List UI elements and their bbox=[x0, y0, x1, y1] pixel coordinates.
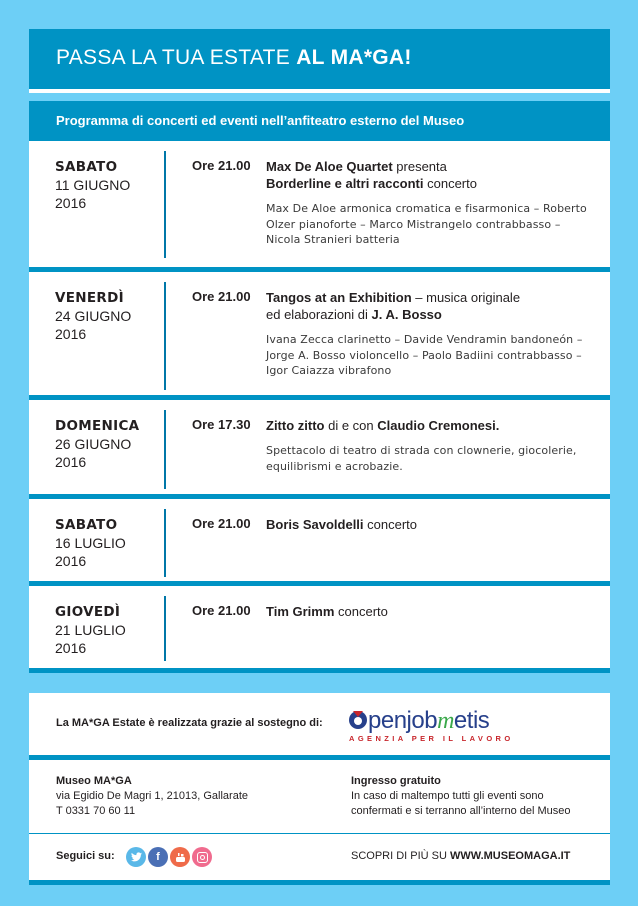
entry-line: confermati e si terranno all’interno del Museo bbox=[351, 805, 571, 817]
event-title-suffix: concerto bbox=[334, 604, 388, 619]
event-time: Ore 21.00 bbox=[192, 158, 251, 173]
event-day: SABATO bbox=[55, 517, 118, 533]
event-date bbox=[55, 603, 126, 657]
logo-tagline: AGENZIA PER IL LAVORO bbox=[349, 734, 514, 743]
event-title: Tim Grimm bbox=[266, 604, 335, 619]
event-day-month: 26 GIUGNO bbox=[55, 436, 132, 452]
event-row bbox=[29, 499, 610, 586]
vertical-divider bbox=[164, 509, 166, 577]
event-row bbox=[29, 272, 610, 400]
event-day-month: 24 GIUGNO bbox=[55, 308, 132, 324]
event-time: Ore 21.00 bbox=[192, 603, 251, 618]
website-url[interactable]: WWW.MUSEOMAGA.IT bbox=[450, 850, 571, 862]
event-row bbox=[29, 586, 610, 673]
vertical-divider bbox=[164, 151, 166, 258]
event-date bbox=[55, 516, 126, 570]
logo-text-pre: penjob bbox=[368, 707, 438, 734]
social-icons bbox=[126, 847, 212, 867]
title-regular: PASSA LA TUA ESTATE bbox=[56, 46, 297, 69]
event-info bbox=[266, 603, 596, 620]
event-day: DOMENICA bbox=[55, 418, 140, 434]
event-date bbox=[55, 417, 139, 471]
event-title-middle: di e con bbox=[324, 418, 378, 433]
event-info bbox=[266, 516, 596, 533]
event-day-month: 11 GIUGNO bbox=[55, 177, 131, 193]
contact-row bbox=[29, 760, 610, 834]
event-time: Ore 21.00 bbox=[192, 516, 251, 531]
event-date bbox=[55, 158, 130, 212]
event-subtitle-suffix: concerto bbox=[423, 176, 477, 191]
event-subtitle: Borderline e altri racconti bbox=[266, 176, 424, 191]
event-row bbox=[29, 141, 610, 272]
museum-phone: T 0331 70 60 11 bbox=[56, 805, 136, 817]
event-description: Ivana Zecca clarinetto – Davide Vendramin bandoneón – Jorge A. Bosso violoncello – Paolo Badiini contrabbasso – Igor Caiazza vibrafono bbox=[266, 333, 583, 377]
vertical-divider bbox=[164, 282, 166, 390]
sponsor-row bbox=[29, 693, 610, 760]
event-title: Boris Savoldelli bbox=[266, 517, 364, 532]
event-year: 2016 bbox=[55, 454, 87, 470]
event-row bbox=[29, 400, 610, 499]
title-bold: AL MA*GA! bbox=[296, 46, 412, 69]
sponsor-text: La MA*GA Estate è realizzata grazie al sostegno di: bbox=[56, 717, 323, 729]
entry-title: Ingresso gratuito bbox=[351, 775, 441, 787]
facebook-glyph: f bbox=[156, 851, 160, 863]
page-title bbox=[56, 46, 412, 70]
event-description: Max De Aloe armonica cromatica e fisarmonica – Roberto Olzer pianoforte – Marco Mistrangelo contrabbasso – Nicola Stranieri batteria bbox=[266, 202, 587, 246]
event-title-suffix: – musica originale bbox=[411, 290, 521, 305]
event-time: Ore 21.00 bbox=[192, 289, 251, 304]
hero-banner bbox=[29, 29, 610, 93]
logo-wordmark bbox=[349, 709, 529, 733]
event-year: 2016 bbox=[55, 195, 87, 211]
program-subtitle: Programma di concerti ed eventi nell’anfiteatro esterno del Museo bbox=[56, 113, 465, 128]
museum-address: via Egidio De Magri 1, 21013, Gallarate bbox=[56, 790, 248, 802]
event-day-month: 16 LUGLIO bbox=[55, 535, 126, 551]
events-list bbox=[29, 141, 610, 673]
event-time: Ore 17.30 bbox=[192, 417, 251, 432]
event-performer: Claudio Cremonesi. bbox=[377, 418, 500, 433]
event-day: GIOVEDÌ bbox=[55, 604, 121, 620]
footer bbox=[29, 693, 610, 885]
instagram-glyph bbox=[197, 852, 208, 863]
youtube-icon[interactable] bbox=[170, 847, 190, 867]
program-subtitle-bar bbox=[29, 101, 610, 141]
event-title: Tangos at an Exhibition bbox=[266, 290, 412, 305]
logo-text-m: m bbox=[437, 708, 454, 734]
social-row bbox=[29, 834, 610, 885]
event-title-suffix: concerto bbox=[363, 517, 418, 532]
museum-name: Museo MA*GA bbox=[56, 775, 132, 787]
event-title-suffix: presenta bbox=[392, 159, 447, 174]
twitter-icon[interactable] bbox=[126, 847, 146, 867]
instagram-icon[interactable] bbox=[192, 847, 212, 867]
event-info bbox=[266, 417, 596, 474]
entry-line: In caso di maltempo tutti gli eventi sono bbox=[351, 790, 544, 802]
event-year: 2016 bbox=[55, 640, 87, 656]
discover-text: SCOPRI DI PIÙ SU bbox=[351, 850, 451, 862]
facebook-icon[interactable] bbox=[148, 847, 168, 867]
event-title: Max De Aloe Quartet bbox=[266, 159, 393, 174]
website-link[interactable] bbox=[351, 850, 570, 862]
event-year: 2016 bbox=[55, 326, 87, 342]
event-date bbox=[55, 289, 131, 343]
entry-info bbox=[351, 774, 571, 819]
logo-text-post: etis bbox=[453, 707, 490, 734]
logo-o-icon bbox=[349, 711, 367, 729]
event-year: 2016 bbox=[55, 553, 87, 569]
event-day-month: 21 LUGLIO bbox=[55, 622, 126, 638]
event-description: Spettacolo di teatro di strada con clownerie, giocolerie, equilibrismi e acrobazie. bbox=[266, 444, 577, 473]
museum-contact bbox=[56, 774, 248, 819]
event-title: Zitto zitto bbox=[266, 418, 325, 433]
follow-label: Seguici su: bbox=[56, 850, 115, 862]
event-day: SABATO bbox=[55, 159, 118, 175]
event-info bbox=[266, 158, 596, 248]
vertical-divider bbox=[164, 596, 166, 661]
event-info bbox=[266, 289, 596, 379]
event-subtitle-prefix: ed elaborazioni di bbox=[266, 307, 372, 322]
openjobmetis-logo[interactable] bbox=[349, 709, 529, 745]
event-day: VENERDÌ bbox=[55, 290, 124, 306]
event-composer: J. A. Bosso bbox=[371, 307, 442, 322]
vertical-divider bbox=[164, 410, 166, 489]
